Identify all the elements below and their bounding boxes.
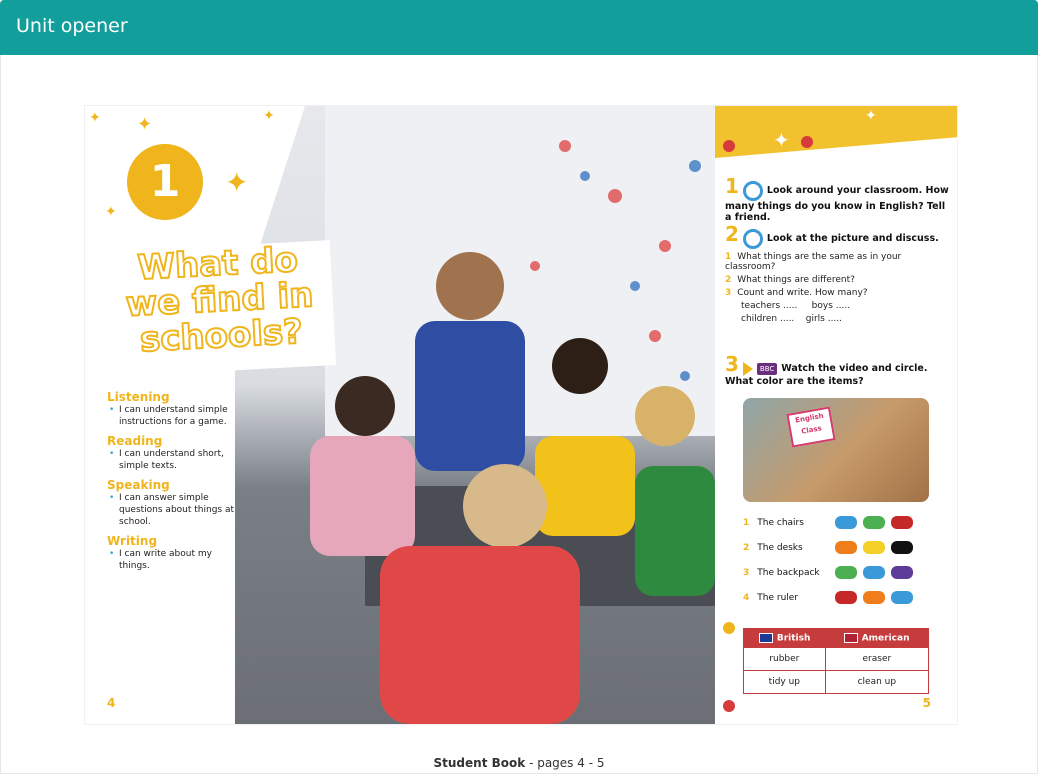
skill-heading: Speaking xyxy=(107,478,170,492)
left-page xyxy=(85,106,715,724)
color-blob[interactable] xyxy=(891,566,913,579)
table-header xyxy=(744,629,826,648)
color-blob[interactable] xyxy=(891,516,913,529)
item-number: 4 xyxy=(743,593,750,603)
image-caption xyxy=(0,756,1038,770)
header-bar xyxy=(0,0,1038,55)
sub-text: What things are different? xyxy=(737,274,855,285)
table-cell: clean up xyxy=(825,671,928,694)
question-number: 3 xyxy=(725,352,739,376)
color-options xyxy=(835,591,919,607)
right-page xyxy=(715,106,957,724)
unit-number-badge: 1 xyxy=(127,144,203,220)
page-number-right: 5 xyxy=(922,696,931,710)
skill-heading: Listening xyxy=(107,390,170,404)
sparkle-icon: ✦ xyxy=(225,166,249,199)
color-item xyxy=(743,518,933,528)
us-flag-icon xyxy=(844,633,858,643)
color-item xyxy=(743,593,933,603)
color-blob[interactable] xyxy=(891,541,913,554)
item-number: 2 xyxy=(743,543,750,553)
sub-number: 2 xyxy=(725,274,732,285)
unit-title-box xyxy=(104,240,336,377)
color-blob[interactable] xyxy=(835,541,857,554)
table-cell: rubber xyxy=(744,648,826,671)
classroom-illustration xyxy=(235,106,715,724)
question-2 xyxy=(725,222,951,327)
unit-title: What do we find in schools? xyxy=(124,239,315,361)
classroom-photo xyxy=(235,106,715,724)
speech-bubble-icon xyxy=(743,229,763,249)
item-text: The backpack xyxy=(757,568,820,578)
count-label: girls xyxy=(805,313,825,324)
header-label: American xyxy=(861,633,910,644)
question-text: Watch the video and circle. What color are the items? xyxy=(725,363,928,387)
color-blob[interactable] xyxy=(863,541,885,554)
table-row xyxy=(744,671,929,694)
sub-number: 3 xyxy=(725,287,732,298)
sub-question xyxy=(725,275,951,285)
sparkle-icon: ✦ xyxy=(105,204,117,220)
item-number: 3 xyxy=(743,568,750,578)
table-header xyxy=(825,629,928,648)
count-row: teachers ..... boys ..... xyxy=(741,300,851,311)
color-blob[interactable] xyxy=(891,591,913,604)
caption-pages: - pages 4 - 5 xyxy=(529,756,605,770)
star-icon xyxy=(723,622,735,634)
count-label: children xyxy=(741,313,778,324)
page-title: Unit opener xyxy=(16,15,128,37)
gem-icon xyxy=(723,700,735,712)
skill-heading: Reading xyxy=(107,434,163,448)
skill-text: • I can understand simple instructions for a game. xyxy=(107,404,237,428)
sub-question xyxy=(725,252,951,272)
table-row xyxy=(744,648,929,671)
color-options xyxy=(835,541,919,557)
table-cell: tidy up xyxy=(744,671,826,694)
item-text: The ruler xyxy=(757,593,799,603)
item-number: 1 xyxy=(743,518,750,528)
color-options xyxy=(835,566,919,582)
sub-question xyxy=(725,288,951,298)
question-1 xyxy=(725,174,951,223)
color-blob[interactable] xyxy=(835,591,857,604)
sparkle-icon: ✦ xyxy=(773,128,790,152)
question-text: Look at the picture and discuss. xyxy=(766,233,939,244)
color-blob[interactable] xyxy=(863,591,885,604)
count-label: boys xyxy=(811,300,833,311)
item-text: The desks xyxy=(757,543,803,553)
skill-text: • I can answer simple questions about things at school. xyxy=(107,492,237,528)
question-text: Look around your classroom. How many things do you know in English? Tell a friend. xyxy=(725,185,949,223)
sparkle-icon: ✦ xyxy=(137,114,153,135)
color-blob[interactable] xyxy=(835,516,857,529)
page-number-left: 4 xyxy=(107,696,116,710)
table-cell: eraser xyxy=(825,648,928,671)
color-item xyxy=(743,568,933,578)
header-band xyxy=(715,106,957,158)
bbc-badge: BBC xyxy=(757,363,777,375)
uk-flag-icon xyxy=(759,633,773,643)
count-label: teachers xyxy=(741,300,781,311)
color-options xyxy=(835,516,919,532)
caption-book: Student Book xyxy=(433,756,526,770)
video-thumbnail[interactable] xyxy=(743,398,929,502)
color-item xyxy=(743,543,933,553)
sub-number: 1 xyxy=(725,251,732,262)
sparkle-icon: ✦ xyxy=(865,108,877,124)
skill-text: • I can understand short, simple texts. xyxy=(107,448,237,472)
skill-heading: Writing xyxy=(107,534,158,548)
count-row: children ..... girls ..... xyxy=(741,313,843,324)
skills-list xyxy=(107,384,237,572)
book-spread-image xyxy=(85,106,957,724)
question-number: 1 xyxy=(725,174,739,198)
skill-text: • I can write about my things. xyxy=(107,548,237,572)
gem-icon xyxy=(723,140,735,152)
color-blob[interactable] xyxy=(835,566,857,579)
play-icon xyxy=(743,362,753,376)
sub-text: What things are the same as in your classroom? xyxy=(725,251,902,272)
header-label: British xyxy=(776,633,811,644)
sub-text: Count and write. How many? xyxy=(737,287,868,298)
question-3 xyxy=(725,352,951,387)
question-number: 2 xyxy=(725,222,739,246)
color-blob[interactable] xyxy=(863,566,885,579)
color-blob[interactable] xyxy=(863,516,885,529)
sparkle-icon: ✦ xyxy=(263,108,275,124)
speech-bubble-icon xyxy=(743,181,763,201)
item-text: The chairs xyxy=(757,518,804,528)
vocab-table xyxy=(743,628,929,694)
gem-icon xyxy=(801,136,813,148)
english-class-sign: English Class xyxy=(786,406,835,447)
sparkle-icon: ✦ xyxy=(89,110,101,126)
